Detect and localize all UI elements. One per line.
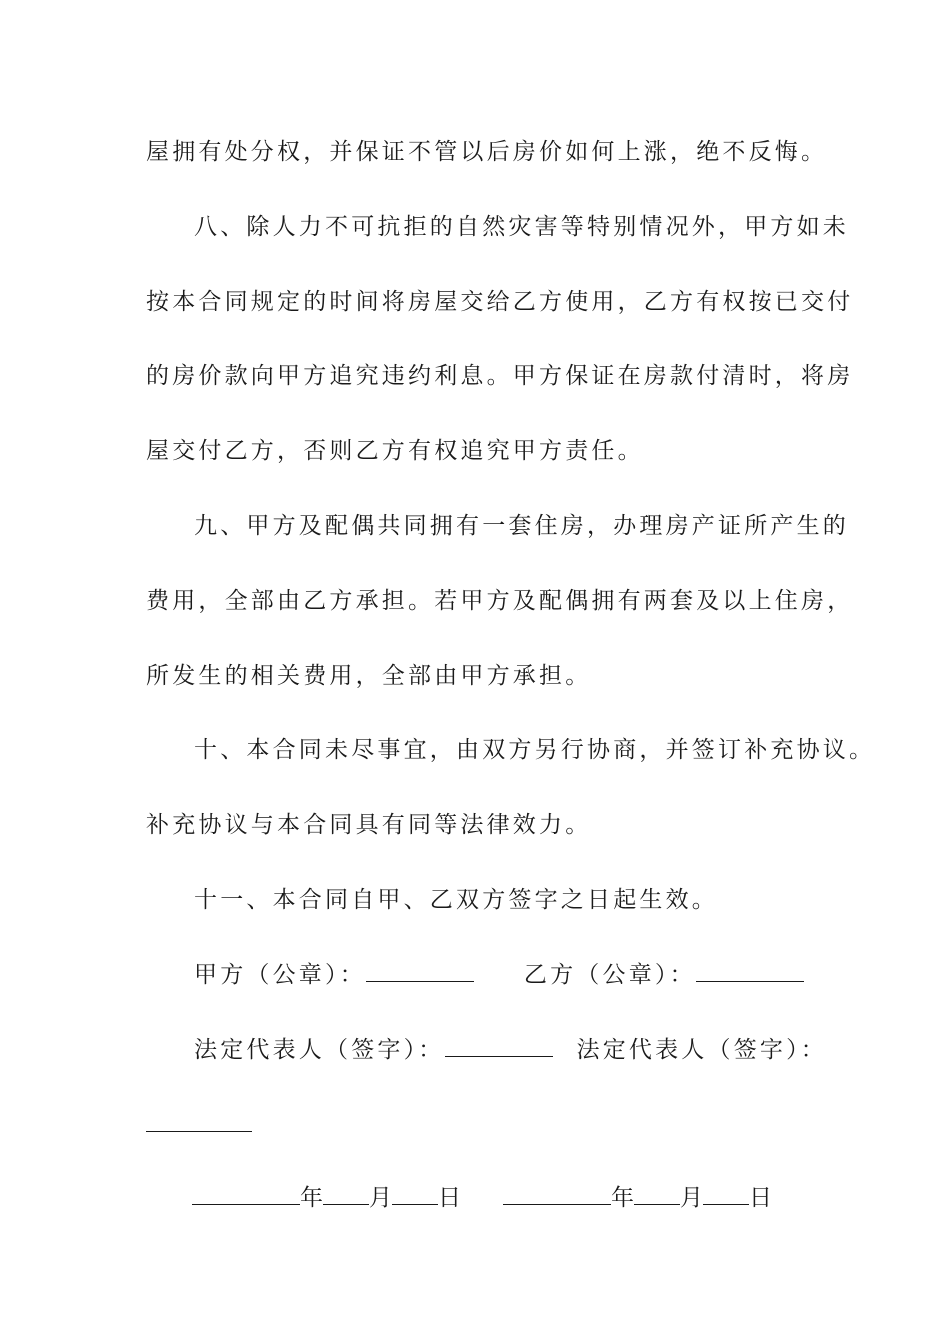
representative-signature-row bbox=[194, 1035, 827, 1065]
party-b-seal-label: 乙方（公章）： bbox=[523, 962, 696, 988]
year-label: 年 bbox=[611, 1185, 634, 1211]
day-blank-a[interactable] bbox=[392, 1186, 438, 1205]
paragraph-line: 屋拥有处分权，并保证不管以后房价如何上涨，绝不反悔。 bbox=[146, 139, 828, 165]
month-blank-b[interactable] bbox=[634, 1186, 680, 1205]
day-label: 日 bbox=[749, 1185, 772, 1211]
year-blank-a[interactable] bbox=[192, 1186, 300, 1205]
month-blank-a[interactable] bbox=[323, 1186, 369, 1205]
day-blank-b[interactable] bbox=[703, 1186, 749, 1205]
paragraph-line: 十一、本合同自甲、乙双方签字之日起生效。 bbox=[194, 887, 718, 913]
paragraph-line: 的房价款向甲方追究违约利息。甲方保证在房款付清时，将房 bbox=[146, 363, 854, 389]
party-b-rep-label: 法定代表人（签字）： bbox=[576, 1037, 827, 1063]
paragraph-line: 费用，全部由乙方承担。若甲方及配偶拥有两套及以上住房， bbox=[146, 588, 854, 614]
party-b-seal-blank[interactable] bbox=[696, 963, 804, 982]
paragraph-line: 十、本合同未尽事宜，由双方另行协商，并签订补充协议。 bbox=[194, 737, 876, 763]
party-a-seal-blank[interactable] bbox=[366, 963, 474, 982]
paragraph-line: 按本合同规定的时间将房屋交给乙方使用，乙方有权按已交付 bbox=[146, 289, 854, 315]
year-blank-b[interactable] bbox=[503, 1186, 611, 1205]
paragraph-line: 八、除人力不可抗拒的自然灾害等特别情况外，甲方如未 bbox=[194, 214, 849, 240]
paragraph-line: 九、甲方及配偶共同拥有一套住房，办理房产证所产生的 bbox=[194, 513, 849, 539]
party-b-rep-blank[interactable] bbox=[146, 1131, 252, 1132]
paragraph-line: 屋交付乙方，否则乙方有权追究甲方责任。 bbox=[146, 438, 644, 464]
party-a-seal-label: 甲方（公章）： bbox=[194, 962, 366, 988]
month-label: 月 bbox=[680, 1185, 703, 1211]
party-a-rep-label: 法定代表人（签字）： bbox=[194, 1037, 445, 1063]
month-label: 月 bbox=[369, 1185, 392, 1211]
party-a-rep-blank[interactable] bbox=[445, 1038, 553, 1057]
seal-signature-row bbox=[194, 960, 804, 990]
year-label: 年 bbox=[300, 1185, 323, 1211]
paragraph-line: 补充协议与本合同具有同等法律效力。 bbox=[146, 812, 592, 838]
day-label: 日 bbox=[438, 1185, 461, 1211]
date-row bbox=[192, 1183, 772, 1213]
paragraph-line: 所发生的相关费用，全部由甲方承担。 bbox=[146, 663, 592, 689]
